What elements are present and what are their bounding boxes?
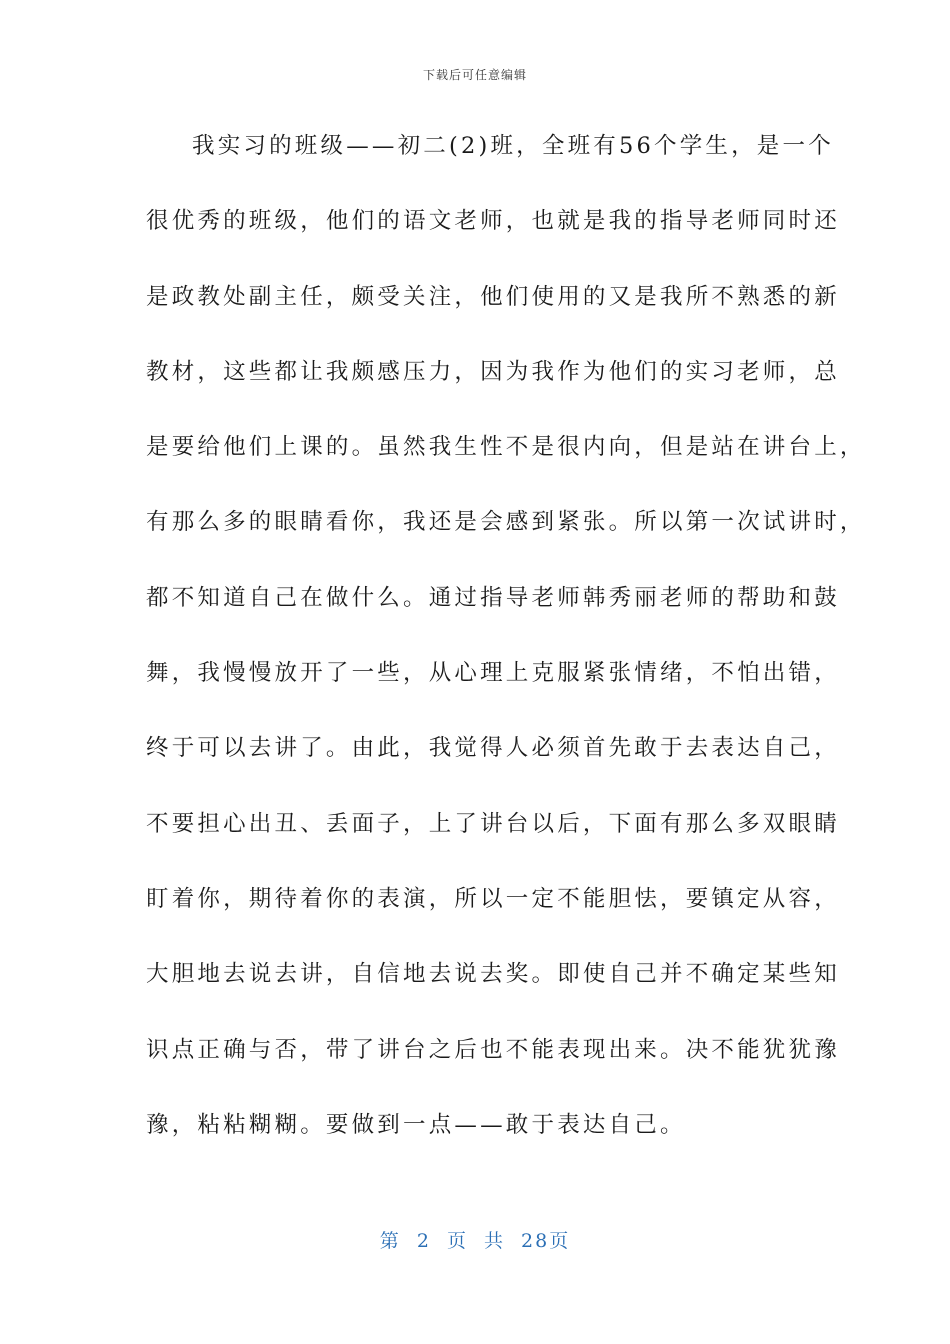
paragraph-line: 是要给他们上课的。虽然我生性不是很内向，但是站在讲台上， bbox=[146, 434, 866, 461]
paragraph-line: 大胆地去说去讲，自信地去说去奖。即使自己并不确定某些知 bbox=[146, 961, 840, 988]
paragraph-line: 豫，粘粘糊糊。要做到一点——敢于表达自己。 bbox=[146, 1111, 686, 1138]
paragraph-line: 终于可以去讲了。由此，我觉得人必须首先敢于去表达自己， bbox=[146, 735, 840, 762]
page-number-footer: 第 2 页 共 28页 bbox=[379, 1230, 571, 1252]
paragraph-line: 教材，这些都让我颇感压力，因为我作为他们的实习老师，总 bbox=[146, 358, 840, 385]
document-body bbox=[146, 122, 866, 1176]
paragraph-line: 我实习的班级——初二(2)班，全班有56个学生，是一个 bbox=[192, 133, 834, 159]
paragraph-line: 很优秀的班级，他们的语文老师，也就是我的指导老师同时还 bbox=[146, 208, 840, 235]
paragraph-line: 都不知道自己在做什么。通过指导老师韩秀丽老师的帮助和鼓 bbox=[146, 584, 840, 611]
paragraph-line: 识点正确与否，带了讲台之后也不能表现出来。决不能犹犹豫 bbox=[146, 1036, 840, 1063]
header-note: 下载后可任意编辑 bbox=[422, 68, 527, 82]
paragraph-line: 盯着你，期待着你的表演，所以一定不能胆怯，要镇定从容， bbox=[146, 885, 840, 912]
paragraph-line: 有那么多的眼睛看你，我还是会感到紧张。所以第一次试讲时， bbox=[146, 509, 866, 536]
paragraph-line: 是政教处副主任，颇受关注，他们使用的又是我所不熟悉的新 bbox=[146, 283, 840, 310]
paragraph-line: 舞，我慢慢放开了一些，从心理上克服紧张情绪，不怕出错， bbox=[146, 660, 840, 687]
paragraph-line: 不要担心出丑、丢面子，上了讲台以后，下面有那么多双眼睛 bbox=[146, 810, 840, 837]
